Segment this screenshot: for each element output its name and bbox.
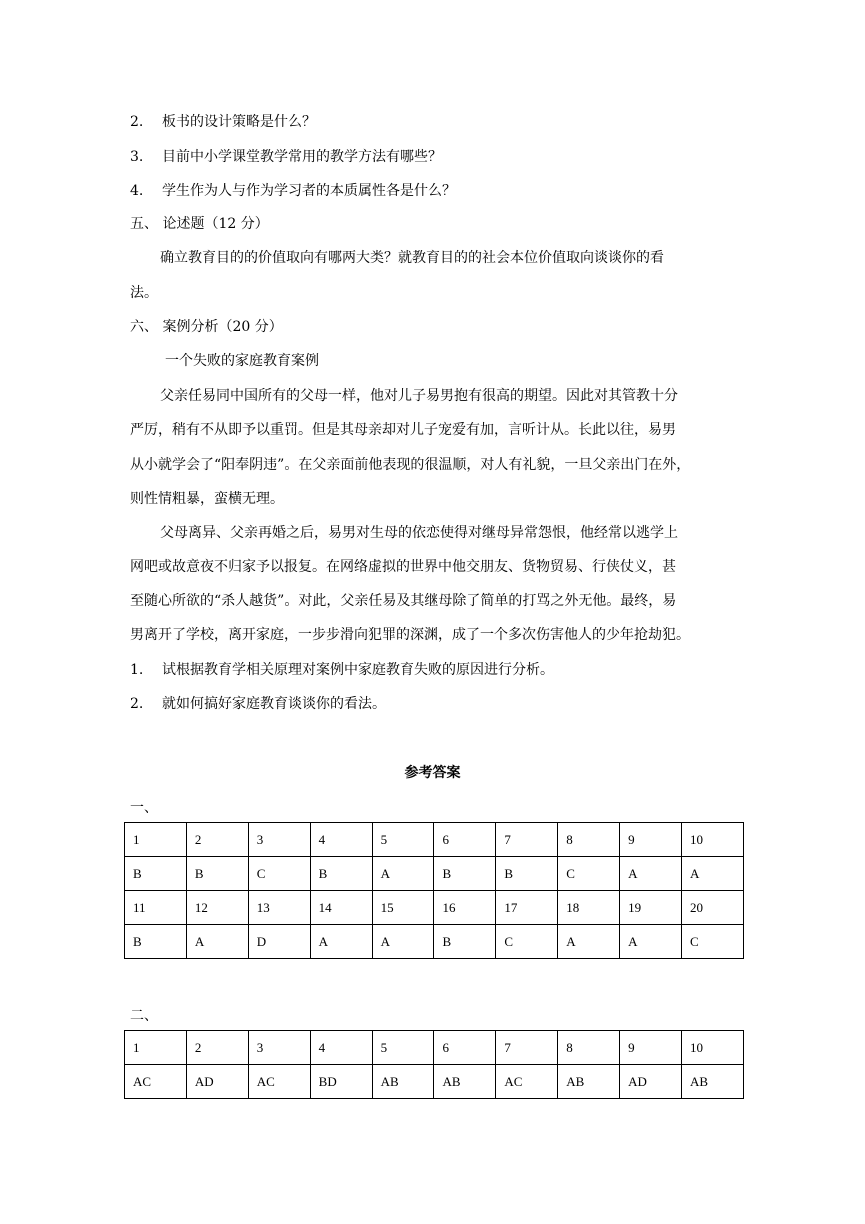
table-cell: 3 xyxy=(248,1031,310,1065)
table-cell: 16 xyxy=(434,891,496,925)
table-row xyxy=(125,1031,744,1065)
table-cell: 17 xyxy=(496,891,558,925)
table-cell: 7 xyxy=(496,823,558,857)
table-cell: 6 xyxy=(434,1031,496,1065)
essay-question-line: 法。 xyxy=(130,285,158,301)
section-heading-case: 六、 案例分析（20 分） xyxy=(130,319,283,335)
case-paragraph-line: 父亲任易同中国所有的父母一样，他对儿子易男抱有很高的期望。因此对其管教十分 xyxy=(160,388,678,404)
case-paragraph-line: 至随心所欲的“杀人越货”。对此，父亲任易及其继母除了简单的打骂之外无他。最终，易 xyxy=(130,593,677,609)
table-cell: AC xyxy=(248,1065,310,1099)
table-cell: AD xyxy=(620,1065,682,1099)
answers-section-label: 二、 xyxy=(130,1008,158,1024)
table-cell: C xyxy=(682,925,744,959)
question-text: 就如何搞好家庭教育谈谈你的看法。 xyxy=(162,696,386,712)
table-cell: 20 xyxy=(682,891,744,925)
table-row xyxy=(125,857,744,891)
question-item xyxy=(130,181,456,201)
section-heading-essay: 五、 论述题（12 分） xyxy=(130,216,269,232)
case-paragraph-line: 则性情粗暴，蛮横无理。 xyxy=(130,491,284,507)
table-row xyxy=(125,891,744,925)
table-cell: 18 xyxy=(558,891,620,925)
answers-section-label: 一、 xyxy=(130,800,158,816)
question-number: 1. xyxy=(130,662,144,678)
table-cell: B xyxy=(186,857,248,891)
table-cell: 8 xyxy=(558,1031,620,1065)
table-row xyxy=(125,925,744,959)
table-cell: 5 xyxy=(372,823,434,857)
table-cell: 11 xyxy=(125,891,187,925)
table-cell: 14 xyxy=(310,891,372,925)
table-cell: 10 xyxy=(682,1031,744,1065)
table-cell: B xyxy=(125,925,187,959)
question-item xyxy=(130,112,316,132)
table-cell: B xyxy=(434,857,496,891)
question-number: 2. xyxy=(130,114,144,130)
table-cell: A xyxy=(558,925,620,959)
table-cell: AB xyxy=(558,1065,620,1099)
table-cell: 1 xyxy=(125,1031,187,1065)
table-cell: C xyxy=(496,925,558,959)
table-row xyxy=(125,823,744,857)
table-cell: AC xyxy=(125,1065,187,1099)
answer-table-1 xyxy=(124,822,744,959)
case-paragraph-line: 父母离异、父亲再婚之后，易男对生母的依恋使得对继母异常怨恨，他经常以逃学上 xyxy=(160,525,678,541)
table-cell: AB xyxy=(372,1065,434,1099)
table-cell: 9 xyxy=(620,823,682,857)
question-item xyxy=(130,694,386,714)
case-paragraph-line: 网吧或故意夜不归家予以报复。在网络虚拟的世界中他交朋友、货物贸易、行侠仗义，甚 xyxy=(130,559,676,575)
question-number: 2. xyxy=(130,696,144,712)
question-number: 4. xyxy=(130,183,144,199)
table-cell: 9 xyxy=(620,1031,682,1065)
table-cell: C xyxy=(248,857,310,891)
question-text: 学生作为人与作为学习者的本质属性各是什么？ xyxy=(162,183,456,199)
table-cell: 7 xyxy=(496,1031,558,1065)
table-cell: A xyxy=(620,857,682,891)
table-cell: A xyxy=(310,925,372,959)
table-cell: 5 xyxy=(372,1031,434,1065)
table-cell: B xyxy=(125,857,187,891)
question-item xyxy=(130,147,442,167)
table-cell: 1 xyxy=(125,823,187,857)
table-cell: 4 xyxy=(310,823,372,857)
table-cell: 2 xyxy=(186,823,248,857)
table-cell: 6 xyxy=(434,823,496,857)
table-cell: A xyxy=(682,857,744,891)
table-cell: AB xyxy=(682,1065,744,1099)
table-cell: A xyxy=(372,857,434,891)
question-text: 试根据教育学相关原理对案例中家庭教育失败的原因进行分析。 xyxy=(162,662,554,678)
question-text: 板书的设计策略是什么？ xyxy=(162,114,316,130)
table-cell: AB xyxy=(434,1065,496,1099)
table-cell: BD xyxy=(310,1065,372,1099)
table-cell: 4 xyxy=(310,1031,372,1065)
case-paragraph-line: 严厉，稍有不从即予以重罚。但是其母亲却对儿子宠爱有加，言听计从。长此以往，易男 xyxy=(130,422,676,438)
question-text: 目前中小学课堂教学常用的教学方法有哪些？ xyxy=(162,149,442,165)
table-cell: 13 xyxy=(248,891,310,925)
table-cell: 3 xyxy=(248,823,310,857)
case-paragraph-line: 从小就学会了“阳奉阴违”。在父亲面前他表现的很温顺，对人有礼貌，一旦父亲出门在外， xyxy=(130,457,691,473)
essay-question-line: 确立教育目的的价值取向有哪两大类？就教育目的的社会本位价值取向谈谈你的看 xyxy=(160,250,664,266)
question-item xyxy=(130,660,554,680)
case-paragraph-line: 男离开了学校，离开家庭，一步步滑向犯罪的深渊，成了一个多次伤害他人的少年抢劫犯。 xyxy=(130,627,690,643)
table-cell: C xyxy=(558,857,620,891)
case-title: 一个失败的家庭教育案例 xyxy=(165,353,319,369)
table-cell: B xyxy=(496,857,558,891)
table-cell: 12 xyxy=(186,891,248,925)
table-cell: AD xyxy=(186,1065,248,1099)
table-cell: 15 xyxy=(372,891,434,925)
table-cell: 2 xyxy=(186,1031,248,1065)
answers-title: 参考答案 xyxy=(404,765,461,781)
table-cell: A xyxy=(620,925,682,959)
table-cell: B xyxy=(310,857,372,891)
table-cell: 19 xyxy=(620,891,682,925)
table-cell: D xyxy=(248,925,310,959)
table-row xyxy=(125,1065,744,1099)
table-cell: 8 xyxy=(558,823,620,857)
question-number: 3. xyxy=(130,149,144,165)
table-cell: AC xyxy=(496,1065,558,1099)
table-cell: B xyxy=(434,925,496,959)
table-cell: A xyxy=(186,925,248,959)
table-cell: 10 xyxy=(682,823,744,857)
answer-table-2 xyxy=(124,1030,744,1099)
table-cell: A xyxy=(372,925,434,959)
